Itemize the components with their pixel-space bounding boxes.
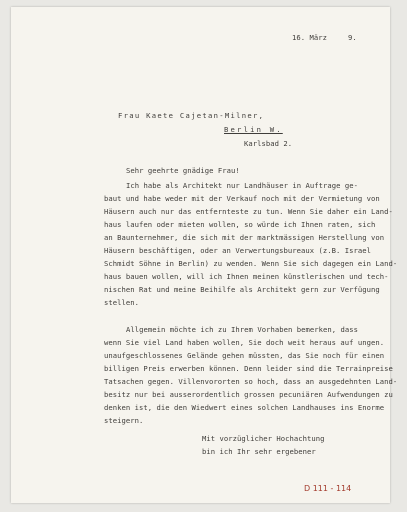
closing-line: Mit vorzüglicher Hochachtung: [202, 434, 325, 443]
body-line: Häusern auch nur das entfernteste zu tun. Wenn Sie daher ein Land-: [104, 207, 393, 216]
body-line: Allgemein möchte ich zu Ihrem Vorhaben bemerken, dass: [126, 325, 358, 334]
body-line: nischen Rat und meine Beihilfe als Architekt gern zur Verfügung: [104, 285, 380, 294]
body-line: billigen Preis erwerben können. Denn leider sind die Terrainpreise: [104, 364, 393, 373]
body-line: haus laufen oder mieten wollen, so würde ich Ihnen raten, sich: [104, 220, 376, 229]
body-line: Ich habe als Architekt nur Landhäuser in Auftrage ge-: [126, 181, 358, 190]
body-line: Tatsachen gegen. Villenvororten so hoch, dass an ausgedehnten Land-: [104, 377, 398, 386]
recipient-name: Frau Kaete Cajetan-Milner,: [118, 111, 265, 120]
letter-date: 16. März: [292, 33, 328, 42]
letter-sheet: [11, 7, 390, 503]
recipient-street: Karlsbad 2.: [244, 139, 293, 148]
body-line: steigern.: [104, 416, 144, 425]
body-line: Schmidt Söhne in Berlin) zu wenden. Wenn Sie sich dagegen ein Land-: [104, 259, 398, 268]
body-line: haus bauen wollen, will ich Ihnen meinen künstlerischen und tech-: [104, 272, 389, 281]
page-number: 9.: [348, 33, 357, 42]
salutation: Sehr geehrte gnädige Frau!: [126, 166, 240, 175]
body-line: besitz nur bei ausserordentlich grossen pecuniären Aufwendungen zu: [104, 390, 393, 399]
recipient-city: Berlin W.: [224, 125, 283, 134]
body-line: baut und habe weder mit der Verkauf noch mit der Vermietung von: [104, 194, 380, 203]
body-line: Häusern beschäftigen, oder an Verwertungsbureaux (z.B. Israel: [104, 246, 372, 255]
body-line: wenn Sie viel Land haben wollen, Sie doch weit heraus auf ungen.: [104, 338, 385, 347]
body-line: unaufgeschlossenes Gelände gehen müssten, das Sie noch für einen: [104, 351, 385, 360]
body-line: denken ist, die den Wiedwert eines solchen Landhauses ins Enorme: [104, 403, 385, 412]
closing-line: bin ich Ihr sehr ergebener: [202, 447, 316, 456]
body-line: stellen.: [104, 298, 140, 307]
archive-note: D 111 - 114: [304, 484, 352, 493]
body-line: an Baunternehmer, die sich mit der marktmässigen Herstellung von: [104, 233, 385, 242]
